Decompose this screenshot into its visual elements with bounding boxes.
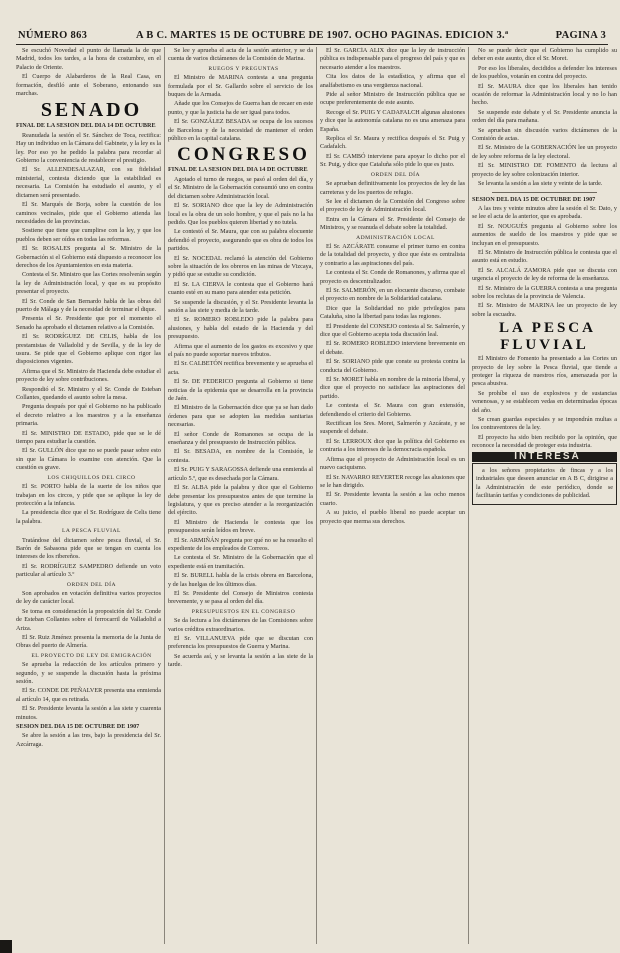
article-paragraph: Tratándose del dictamen sobre pesca fluvial, el Sr. Barón de Sabasona pide que se tengan en cuenta los intereses de los ribereños. (16, 536, 161, 561)
article-paragraph: El Sr. BESADA, en nombre de la Comisión, le contesta. (168, 448, 313, 464)
column-3 (320, 47, 465, 944)
session-heading: FINAL DE LA SESION DEL DIA 14 DE OCTUBRE (16, 122, 156, 130)
article-paragraph: Se aprueban definitivamente los proyectos de ley de las carreteras y de los puertos de refugio. (320, 180, 465, 196)
article-paragraph: El Sr. ROSALES pregunta al Sr. Ministro de la Gobernación si el Gobierno está dispuesto a reconocer los derechos de los Ayuntamientos en esta materia. (16, 245, 161, 269)
article-paragraph: El Sr. CAMBÓ interviene para apoyar lo dicho por el Sr. Puig, y dice que Cataluña sólo pide lo que es justo. (320, 152, 465, 169)
article-paragraph: Contesta el Sr. Ministro que las Cortes resolverán según la ley de Administración local, y que es su propósito presentar el proyecto. (16, 271, 161, 296)
article-paragraph: Se lee el dictamen de la Comisión del Congreso sobre el proyecto de ley de Administración local. (320, 197, 465, 214)
article-paragraph: Afirma que el proyecto de Administración local es un nuevo caciquismo. (320, 455, 465, 472)
article-paragraph: El Sr. Presidente levanta la sesión a las ocho menos cuarto. (320, 491, 465, 507)
session-heading: SESION DEL DIA 15 DE OCTUBRE DE 1907 (16, 723, 140, 731)
article-paragraph: El Ministro de Fomento ha presentado a las Cortes un proyecto de ley sobre la Pesca fluvial, que tiende a proteger la riqueza de nuestros ríos, amenazada por la pesca abusiva. (472, 355, 617, 388)
article-paragraph: El Sr. ALLENDESALAZAR, con su fidelidad ministerial, contesta diciendo que la estabilidad es necesaria. La Comisión ha estudiado el asunto, y el dictamen será presentado. (16, 166, 161, 199)
article-paragraph: El Ministro de MARINA contesta a una pregunta formulada por el Sr. Gallardo sobre el servicio de los buques de la Armada. (168, 74, 313, 99)
article-paragraph: El Sr. GARCÍA ALIX dice que la ley de instrucción pública es indispensable para el progreso del país y que es necesario atender a los maestros. (320, 47, 465, 71)
article-paragraph: A su juicio, el pueblo liberal no puede aceptar un proyecto que merma sus derechos. (320, 509, 465, 525)
article-paragraph: Replica el Sr. Maura y rectifica después el Sr. Puig y Cadafalch. (320, 135, 465, 151)
article-paragraph: El Sr. GULLÓN dice que no se puede pasar sobre esto sin que la Cámara lo examine con atención. Que la cuestión es grave. (16, 447, 161, 472)
scan-edge-mark (0, 940, 12, 953)
article-paragraph: Son aprobados en votación definitiva varios proyectos de ley de carácter local. (16, 589, 161, 606)
article-paragraph: El Sr. RODRÍGUEZ SAMPEDRO defiende un voto particular al artículo 3.º (16, 562, 161, 579)
section-separator (492, 192, 597, 193)
article-paragraph: El Sr. VILLANUEVA pide que se discutan con preferencia los presupuestos de Guerra y Marina. (168, 635, 313, 651)
article-paragraph: El Sr. Ministro de la GUERRA contesta a una pregunta sobre los reclutas de la provincia de Valencia. (472, 284, 617, 300)
article-paragraph: Añade que los Consejos de Guerra han de recaer en este punto, y que la justicia ha de ser igual para todos. (168, 100, 313, 116)
article-paragraph: El Sr. Ruiz Jiménez presenta la memoria de la Junta de Obras del puerto de Almería. (16, 634, 161, 650)
subheading: LOS CHIQUILLOS DEL CIRCO (47, 474, 136, 481)
subheading: PRESUPUESTOS EN EL CONGRESO (191, 608, 296, 615)
article-paragraph: Le contesta el Sr. Conde de Romanones, y afirma que el proyecto es descentralizador. (320, 269, 465, 285)
page-number: PAGINA 3 (555, 30, 606, 41)
column-divider (316, 47, 317, 944)
header-title: A B C. MARTES 15 DE OCTUBRE DE 1907. OCHO PAGINAS. EDICION 3.ª (136, 30, 509, 41)
article-paragraph: Sostiene que tiene que cumplirse con la ley, y que los pueblos deben ser oídos en todas las reformas. (16, 227, 161, 243)
article-paragraph: Presenta el Sr. Presidente que por el momento el Senado ha aprobado el dictamen relativo a la Comisión. (16, 315, 161, 331)
article-paragraph: El Sr. CALBETÓN rectifica brevemente y se aprueba el acta. (168, 360, 313, 376)
article-paragraph: El Presidente del CONSEJO contesta al Sr. Salmerón, y dice que el Gobierno acepta toda discusión leal. (320, 322, 465, 338)
article-paragraph: El Sr. Presidente levanta la sesión a las siete y cuarenta minutos. (16, 705, 161, 721)
article-paragraph: El Cuerpo de Alabarderos de la Real Casa, en formación, desfiló ante el Soberano, entonando sus marchas. (16, 73, 161, 98)
article-paragraph: Dice que la Solidaridad no pide privilegios para Cataluña, sino la libertad para todas las regiones. (320, 304, 465, 321)
article-paragraph: Se prohíbe el uso de explosivos y de sustancias venenosas, y se establecen vedas en determinadas épocas del año. (472, 389, 617, 414)
article-paragraph: Pregunta después por qué el Gobierno no ha publicado el decreto relativo a los maestros y a la enseñanza primaria. (16, 403, 161, 428)
article-paragraph: Se lee y aprueba el acta de la sesión anterior, y se da cuenta de varios dictámenes de la Comisión de Marina. (168, 47, 313, 63)
article-paragraph: Se acuerda así, y se levanta la sesión a las siete de la tarde. (168, 652, 313, 669)
article-paragraph: El Sr. LA CIERVA le contesta que el Gobierno hará cuanto esté en su mano para atender esta petición. (168, 280, 313, 297)
article-paragraph: El Sr. RODRÍGUEZ DE CELIS, habla de los prestamistas de Valladolid y de Sevilla, y de la ley de usura. Se pide que el Gobierno aplique con rigor las disposiciones vigentes. (16, 333, 161, 366)
column-1 (16, 47, 161, 944)
ad-banner-heading: INTERESA (472, 452, 617, 462)
article-paragraph: Recoge el Sr. PUIG Y CADAFALCH algunas alusiones y dice que la autonomía catalana no es una amenaza para España. (320, 108, 465, 133)
ad-notice: a los señores propietarios de fincas y a los industriales que deseen anunciar en A B C, dirigirse a la Administración de este periódico, donde se facilitarán tarifas y condiciones de publicidad. (472, 463, 617, 505)
page-header (18, 30, 606, 43)
article-paragraph: El proyecto ha sido bien recibido por la opinión, que reconoce la necesidad de proteger esta industria. (472, 433, 617, 450)
issue-number: NÚMERO 863 (18, 30, 88, 41)
article-paragraph: Por eso los liberales, decididos a defender los intereses de los pueblos, votarán en contra del proyecto. (472, 64, 617, 81)
subheading: LA PESCA FLUVIAL (62, 528, 121, 535)
article-paragraph: Pide al señor Ministro de Instrucción pública que se ocupe preferentemente de este asunto. (320, 91, 465, 107)
article-paragraph: El Sr. ARMIÑÁN pregunta por qué no se ha resuelto el expediente de los empleados de Correos. (168, 536, 313, 552)
subheading: EL PROYECTO DE LEY DE EMIGRACIÓN (31, 652, 152, 659)
article-paragraph: Entra en la Cámara el Sr. Presidente del Consejo de Ministros, y se reanuda el debate sobre la totalidad. (320, 215, 465, 232)
article-paragraph: Rectifican los Sres. Moret, Salmerón y Azcárate, y se suspende el debate. (320, 420, 465, 436)
article-paragraph: Cita los datos de la estadística, y afirma que el analfabetismo es una vergüenza nacional. (320, 73, 465, 89)
article-paragraph: El Sr. Presidente del Consejo de Ministros contesta brevemente, y se pasa al orden del día. (168, 589, 313, 606)
article-paragraph: El Sr. MORET habla en nombre de la minoría liberal, y dice que el proyecto no satisface las aspiraciones del partido. (320, 376, 465, 400)
article-paragraph: No se puede decir que el Gobierno ha cumplido su deber en este asunto, dice el Sr. Moret. (472, 47, 617, 63)
article-paragraph: El Sr. AZCÁRATE consume el primer turno en contra de la totalidad del proyecto, y dice que éste es centralista y contrario a las aspiraciones del país. (320, 242, 465, 267)
article-paragraph: El Sr. NOUGUÉS pregunta al Gobierno sobre los aumentos de sueldo de los maestros y pide que se incluyan en el presupuesto. (472, 222, 617, 247)
article-paragraph: Se levanta la sesión a las siete y veinte de la tarde. (478, 180, 603, 188)
article-paragraph: Afirma que el aumento de los gastos es excesivo y que el país no puede soportar nuevos tributos. (168, 342, 313, 358)
article-paragraph: El Sr. Ministro de MARINA lee un proyecto de ley sobre la escuadra. (472, 302, 617, 318)
article-paragraph: El Sr. GONZÁLEZ BESADA se ocupa de los sucesos de Barcelona y de la necesidad de mantener el orden público en la capital catalana. (168, 118, 313, 143)
article-paragraph: Se toma en consideración la proposición del Sr. Conde de Esteban Collantes sobre el ferrocarril de Valladolid a Ariza. (16, 607, 161, 632)
header-rule (16, 44, 608, 45)
article-paragraph: La presidencia dice que el Sr. Rodríguez de Celis tiene la palabra. (16, 509, 161, 525)
article-paragraph: El Sr. LERROUX dice que la política del Gobierno es contraria a los intereses de la democracia española. (320, 437, 465, 454)
article-paragraph: Se crean guardas especiales y se impondrán multas a los contraventores de la ley. (472, 416, 617, 432)
article-paragraph: El Sr. MINISTRO DE ESTADO, pide que se le dé tiempo para estudiar la cuestión. (16, 429, 161, 446)
article-paragraph: El Sr. MINISTRO DE FOMENTO da lectura al proyecto de ley sobre colonización interior. (472, 162, 617, 178)
article-paragraph: El Sr. PUIG Y SARAGOSSA defiende una enmienda al artículo 5.º, que es desechada por la Cámara. (168, 466, 313, 482)
article-paragraph: Reanudada la sesión el Sr. Sánchez de Toca, rectifica: Hay un individuo en la Cámara del Gabinete, y la ley es la ley. Por eso yo he pedido la palabra para recordar al Gobierno la conveniencia de restablecer el prestigio. (16, 131, 161, 165)
article-paragraph: Le contesta el Sr. Ministro de la Gobernación que el expediente está en tramitación. (168, 554, 313, 570)
article-paragraph: Se aprueba la redacción de los artículos primero y segundo, y se suspende la discusión hasta la próxima sesión. (16, 661, 161, 686)
article-paragraph: Se da lectura a los dictámenes de las Comisiones sobre varios créditos extraordinarios. (168, 617, 313, 633)
article-paragraph: El Sr. NOCEDAL reclamó la atención del Gobierno sobre la situación de los obreros en las minas de Vizcaya, y pidió que se estudie su condición. (168, 254, 313, 279)
article-paragraph: El Sr. SORIANO pide que conste su protesta contra la conducta del Gobierno. (320, 358, 465, 374)
article-paragraph: Se suspende la discusión, y el Sr. Presidente levanta la sesión a las siete y media de la tarde. (168, 298, 313, 314)
article-paragraph: El Sr. ROMERO ROBLEDO pide la palabra para alusiones, y habla del estado de la Hacienda y del presupuesto. (168, 316, 313, 341)
article-paragraph: El Sr. CONDE DE PEÑALVER presenta una enmienda al artículo 14, que es retirada. (16, 687, 161, 703)
article-paragraph: Le contestó el Sr. Maura, que con su palabra elocuente defendió el proyecto, asegurando que es obra de todos los partidos. (168, 228, 313, 253)
article-paragraph: El Ministro de la Gobernación dice que ya se han dado órdenes para que se adopten las medidas sanitarias necesarias. (168, 404, 313, 429)
article-paragraph: El Sr. Conde de San Bernardo habla de las obras del puerto de Málaga y de la necesidad de terminar el dique. (16, 297, 161, 313)
article-paragraph: El Sr. ROMERO ROBLEDO interviene brevemente en el debate. (320, 340, 465, 356)
article-paragraph: Se aprueban sin discusión varios dictámenes de la Comisión de actas. (472, 126, 617, 143)
article-paragraph: El Sr. Ministro de la GOBERNACIÓN lee un proyecto de ley sobre reforma de la ley electoral. (472, 144, 617, 160)
session-heading: FINAL DE LA SESION DEL DIA 14 DE OCTUBRE (168, 166, 308, 174)
article-paragraph: El Ministro de Hacienda le contesta que los presupuestos serán leídos en breve. (168, 518, 313, 535)
article-paragraph: El Sr. BURELL habla de la crisis obrera en Barcelona, y de las huelgas de los últimos días. (168, 572, 313, 588)
article-paragraph: Se abre la sesión a las tres, bajo la presidencia del Sr. Azcárraga. (16, 732, 161, 748)
column-divider (468, 47, 469, 944)
subheading: ORDEN DEL DÍA (370, 171, 421, 178)
subheading: ORDEN DEL DÍA (66, 581, 117, 588)
article-paragraph: El Sr. Ministro de Instrucción pública le contesta que el asunto está en estudio. (472, 248, 617, 265)
article-paragraph: El Sr. SALMERÓN, en un elocuente discurso, combate el proyecto en nombre de la Solidaridad catalana. (320, 286, 465, 303)
article-paragraph: Respondió el Sr. Ministro y el Sr. Conde de Esteban Collantes, quedando el asunto sobre la mesa. (16, 385, 161, 402)
article-paragraph: Se suspende este debate y el Sr. Presidente anuncia la orden del día para mañana. (472, 108, 617, 125)
subheading: ADMINISTRACIÓN LOCAL (356, 234, 435, 241)
article-paragraph: El Sr. DE FEDERICO pregunta al Gobierno si tiene noticias de la epidemia que se desarrolla en la provincia de Jaén. (168, 378, 313, 403)
section-heading: SENADO (40, 99, 143, 122)
section-heading: CONGRESO (177, 144, 310, 166)
article-paragraph: Agotado el turno de ruegos, se pasó al orden del día, y el Sr. Ministro de la Gobernación consumió uno en contra del dictamen sobre Administración local. (168, 175, 313, 200)
subheading: RUEGOS Y PREGUNTAS (208, 65, 279, 72)
article-paragraph: El señor Conde de Romanones se ocupa de la enseñanza y del presupuesto de Instrucción pública. (168, 430, 313, 447)
article-paragraph: El Sr. ALBA pide la palabra y dice que el Gobierno debe presentar los presupuestos antes de que termine la legislatura, y que es preciso atender a la reorganización del ejército. (168, 484, 313, 517)
article-paragraph: Afirma que el Sr. Ministro de Hacienda debe estudiar el proyecto de ley sobre contribuciones. (16, 367, 161, 384)
article-paragraph: El Sr. PORTO habla de la suerte de los niños que trabajan en los circos, y pide que se aplique la ley de protección a la infancia. (16, 483, 161, 507)
article-paragraph: El Sr. Marqués de Borja, sobre la cuestión de los caminos vecinales, pide que el Gobierno atienda las necesidades de las provincias. (16, 201, 161, 225)
session-heading: SESION DEL DIA 15 DE OCTUBRE DE 1907 (472, 195, 596, 203)
article-paragraph: A las tres y veinte minutos abre la sesión el Sr. Dato, y se lee el acta de la anterior, que es aprobada. (472, 204, 617, 221)
article-paragraph: El Sr. NAVARRO REVERTER recoge las alusiones que se le han dirigido. (320, 473, 465, 489)
column-4 (472, 47, 617, 944)
article-paragraph: El Sr. MAURA dice que los liberales han tenido ocasión de reformar la Administración local y no lo han hecho. (472, 82, 617, 107)
section-heading: LA PESCA FLUVIAL (499, 320, 596, 354)
column-2 (168, 47, 313, 944)
article-paragraph: El Sr. ALCALÁ ZAMORA pide que se discuta con urgencia el proyecto de ley de reforma de la enseñanza. (472, 266, 617, 283)
article-paragraph: Le contesta el Sr. Maura con gran extensión, defendiendo el criterio del Gobierno. (320, 402, 465, 418)
article-paragraph: Se escuchó Novedad el punto de llamada la de que Madrid, todos los tardes, a la hora de costumbre, en el Palacio de Oriente. (16, 47, 161, 71)
article-paragraph: El Sr. SORIANO dice que la ley de Administración local es la obra de un solo hombre, y que el país no la ha pedido. Que los pueblos quieren libertad y no tutela. (168, 202, 313, 226)
column-divider (164, 47, 165, 944)
